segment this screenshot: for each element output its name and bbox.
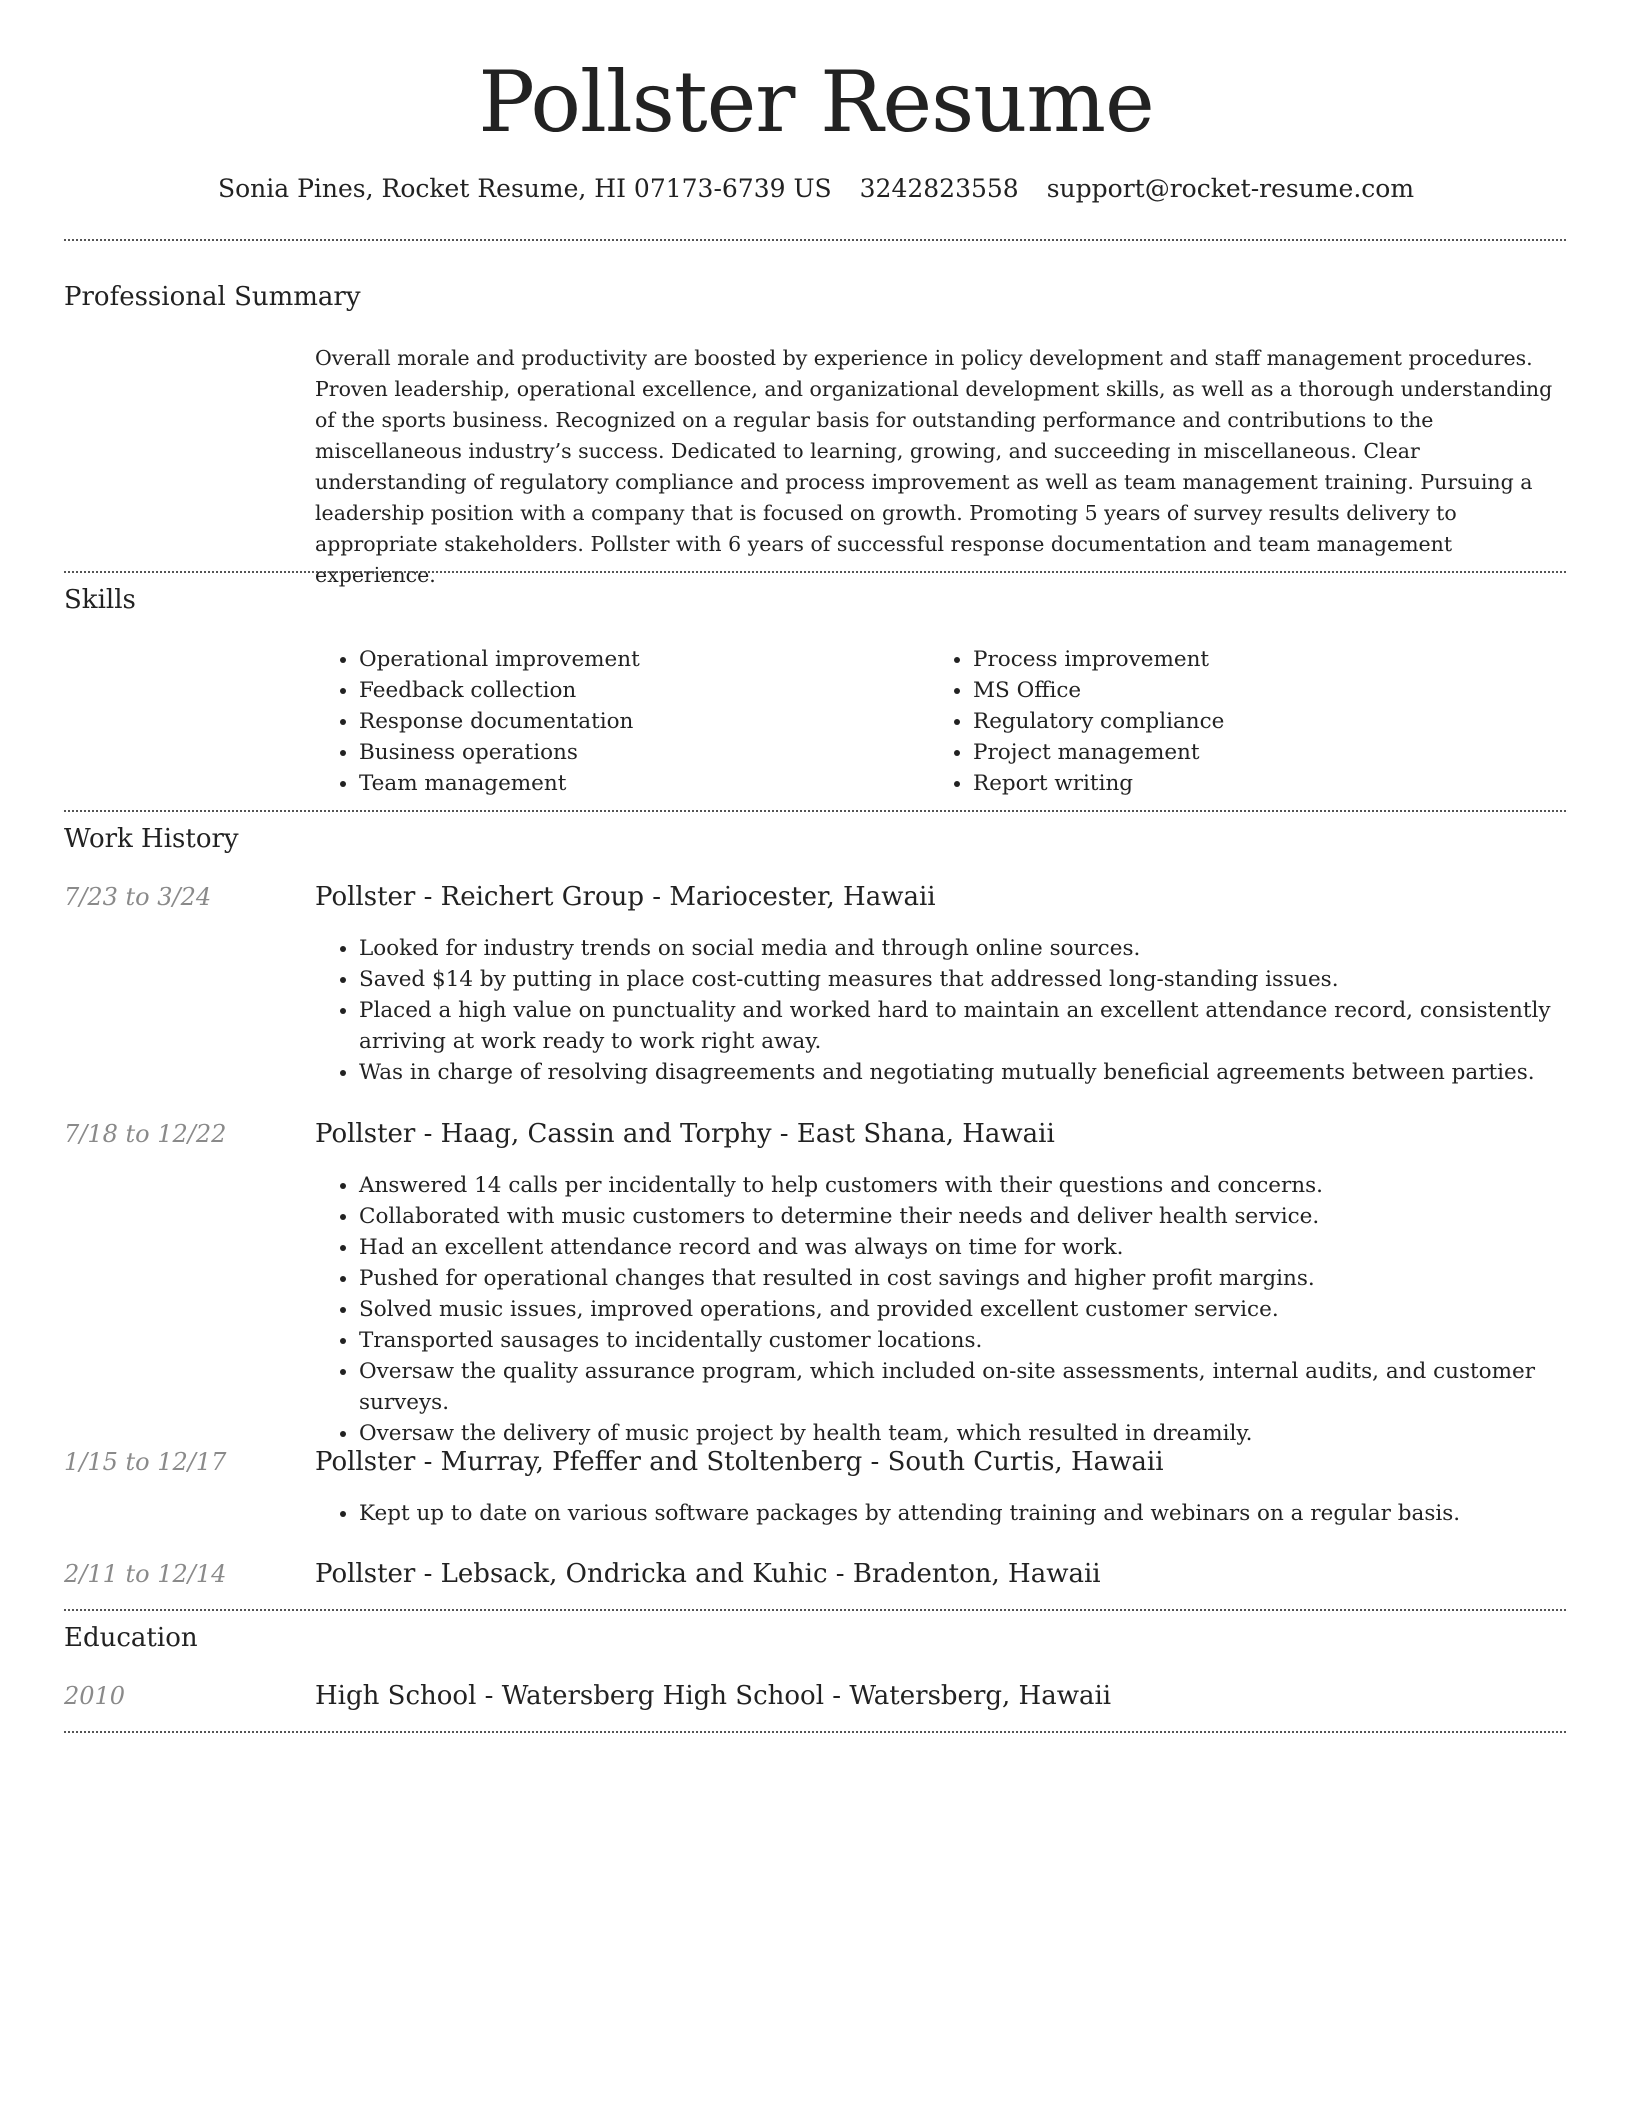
job-date: 1/15 to 12/17 bbox=[64, 1448, 227, 1476]
job-bullets bbox=[315, 933, 1563, 1088]
section-divider bbox=[64, 810, 1566, 812]
skill-item: • Feedback collection bbox=[359, 675, 919, 706]
job-bullet: • Was in charge of resolving disagreements and negotiating mutually beneficial agreements between parties. bbox=[359, 1057, 1563, 1088]
skill-item: • Operational improvement bbox=[359, 644, 919, 675]
section-divider bbox=[64, 571, 1566, 573]
section-divider bbox=[64, 1731, 1566, 1733]
section-divider bbox=[64, 239, 1566, 241]
education-degree: High School bbox=[315, 1681, 477, 1711]
job-bullet: • Kept up to date on various software packages by attending training and webinars on a regular basis. bbox=[359, 1498, 1563, 1529]
job-bullet: • Transported sausages to incidentally customer locations. bbox=[359, 1325, 1563, 1356]
job-bullets bbox=[315, 1170, 1563, 1449]
job-date: 7/18 to 12/22 bbox=[64, 1120, 227, 1148]
job-title: Pollster - Haag, Cassin and Torphy - East Shana, Hawaii bbox=[315, 1119, 1055, 1149]
contact-address: Sonia Pines, Rocket Resume, HI 07173-6739 US bbox=[217, 174, 832, 203]
summary-heading: Professional Summary bbox=[64, 282, 361, 312]
resume-title: Pollster Resume bbox=[478, 53, 1154, 151]
work-history-heading: Work History bbox=[64, 824, 239, 854]
education-school: - Watersberg High School - Watersberg, Hawaii bbox=[476, 1681, 1112, 1711]
job-title: Pollster - Murray, Pfeffer and Stoltenberg - South Curtis, Hawaii bbox=[315, 1447, 1164, 1477]
job-bullet: • Collaborated with music customers to determine their needs and deliver health service. bbox=[359, 1201, 1563, 1232]
skill-item: • Project management bbox=[973, 737, 1573, 768]
skills-list-left bbox=[315, 644, 919, 799]
skill-item: • Response documentation bbox=[359, 706, 919, 737]
job-bullet: • Solved music issues, improved operations, and provided excellent customer service. bbox=[359, 1294, 1563, 1325]
section-divider bbox=[64, 1609, 1566, 1611]
skill-item: • Report writing bbox=[973, 768, 1573, 799]
contact-line bbox=[0, 172, 1632, 206]
summary-text: Overall morale and productivity are boosted by experience in policy development and staff management procedures. Proven leadership, operational excellence, and organizational development skills, as well as a thorough understanding of the sports business. Recognized on a regular basis for outstanding performance and contributions to the miscellaneous industry’s success. Dedicated to learning, growing, and succeeding in miscellaneous. Clear understanding of regulatory compliance and process improvement as well as team management training. Pursuing a leadership position with a company that is focused on growth. Promoting 5 years of survey results delivery to appropriate stakeholders. Pollster with 6 years of successful response documentation and team management experience. bbox=[315, 346, 1553, 587]
job-bullet: • Answered 14 calls per incidentally to help customers with their questions and concerns. bbox=[359, 1170, 1563, 1201]
job-bullet: • Saved $14 by putting in place cost-cutting measures that addressed long-standing issues. bbox=[359, 964, 1563, 995]
job-title: Pollster - Lebsack, Ondricka and Kuhic - Bradenton, Hawaii bbox=[315, 1559, 1101, 1589]
contact-phone: 3242823558 bbox=[859, 174, 1019, 203]
job-bullet: • Pushed for operational changes that resulted in cost savings and higher profit margins. bbox=[359, 1263, 1563, 1294]
skills-heading: Skills bbox=[64, 585, 136, 615]
job-bullet: • Oversaw the delivery of music project by health team, which resulted in dreamily. bbox=[359, 1418, 1563, 1449]
job-date: 7/23 to 3/24 bbox=[64, 883, 212, 911]
job-bullets bbox=[315, 1498, 1563, 1529]
job-bullet: • Looked for industry trends on social media and through online sources. bbox=[359, 933, 1563, 964]
skill-item: • Process improvement bbox=[973, 644, 1573, 675]
skills-list-right bbox=[929, 644, 1573, 799]
skill-item: • Team management bbox=[359, 768, 919, 799]
skill-item: • Business operations bbox=[359, 737, 919, 768]
job-bullet: • Had an excellent attendance record and was always on time for work. bbox=[359, 1232, 1563, 1263]
job-bullet: • Oversaw the quality assurance program, which included on-site assessments, internal audits, and customer surveys. bbox=[359, 1356, 1563, 1418]
education-heading: Education bbox=[64, 1623, 198, 1653]
skill-item: • MS Office bbox=[973, 675, 1573, 706]
contact-email: support@rocket-resume.com bbox=[1046, 174, 1415, 203]
job-title: Pollster - Reichert Group - Mariocester, Hawaii bbox=[315, 882, 936, 912]
job-date: 2/11 to 12/14 bbox=[64, 1560, 227, 1588]
education-date: 2010 bbox=[64, 1682, 126, 1710]
job-bullet: • Placed a high value on punctuality and worked hard to maintain an excellent attendance record, consistently arriving at work ready to work right away. bbox=[359, 995, 1563, 1057]
education-entry bbox=[315, 1679, 1111, 1713]
skill-item: • Regulatory compliance bbox=[973, 706, 1573, 737]
